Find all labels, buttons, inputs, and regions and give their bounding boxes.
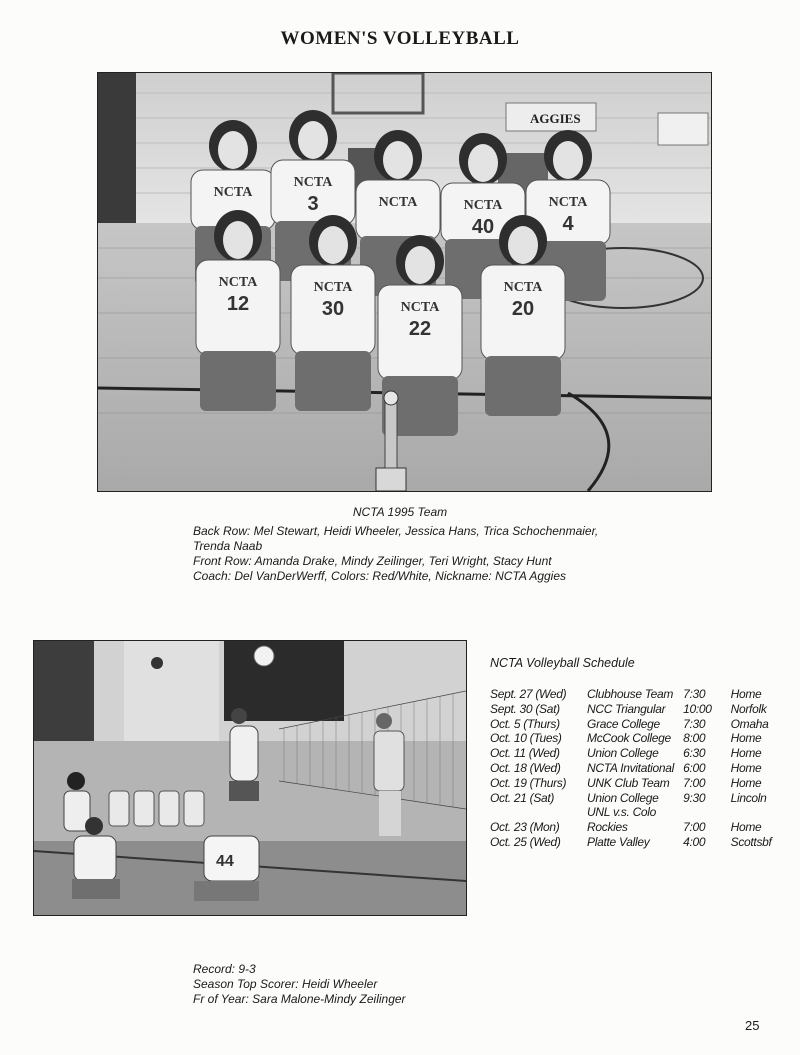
schedule-date: Oct. 23 (Mon) xyxy=(490,820,560,835)
back-row-names: Back Row: Mel Stewart, Heidi Wheeler, Jessica Hans, Trica Schochenmaier, Trenda Naab xyxy=(193,524,599,553)
schedule-location: Scottsbf xyxy=(730,834,772,849)
freshman-of-year: Fr of Year: Sara Malone-Mindy Zeilinger xyxy=(193,992,406,1006)
schedule-row xyxy=(490,746,790,761)
schedule-location: Home xyxy=(730,687,762,701)
schedule-date: Sept. 30 (Sat) xyxy=(490,701,560,716)
schedule-row xyxy=(490,805,790,820)
schedule-row xyxy=(490,820,790,835)
page-title: WOMEN'S VOLLEYBALL xyxy=(280,28,520,49)
jersey-number: 3 xyxy=(307,193,319,215)
schedule-date: Oct. 11 (Wed) xyxy=(490,746,560,761)
schedule-opponent: Union College xyxy=(587,790,659,805)
season-record: Record: 9-3 xyxy=(193,962,256,976)
jersey-ncta-text: NCTA xyxy=(378,195,418,210)
schedule-time: 4:00 xyxy=(683,834,706,849)
schedule-location: Lincoln xyxy=(730,790,767,805)
schedule-opponent: NCC Triangular xyxy=(587,701,666,716)
schedule-date: Oct. 21 (Sat) xyxy=(490,790,555,805)
schedule-time: 6:30 xyxy=(683,746,706,761)
schedule-date: Oct. 10 (Tues) xyxy=(490,731,562,746)
schedule-table xyxy=(490,687,790,850)
page-number: 25 xyxy=(745,1018,760,1033)
schedule-opponent: Grace College xyxy=(587,716,660,731)
schedule-time: 7:00 xyxy=(683,820,706,835)
schedule-date: Sept. 27 (Wed) xyxy=(490,687,567,701)
jersey-ncta-text: NCTA xyxy=(293,175,333,190)
action-photo xyxy=(33,640,467,916)
schedule-time: 7:30 xyxy=(683,716,706,731)
schedule-row xyxy=(490,687,790,702)
schedule-time: 6:00 xyxy=(683,760,706,775)
volleyball-schedule xyxy=(490,656,790,850)
jersey-number: 44 xyxy=(216,853,234,870)
schedule-date: Oct. 5 (Thurs) xyxy=(490,716,560,731)
jersey-ncta-text: NCTA xyxy=(503,280,543,295)
schedule-row xyxy=(490,731,790,746)
schedule-opponent: Clubhouse Team xyxy=(587,687,674,701)
schedule-location: Home xyxy=(730,746,762,761)
schedule-date: Oct. 25 (Wed) xyxy=(490,834,561,849)
jersey-ncta-text: NCTA xyxy=(463,198,503,213)
schedule-location xyxy=(731,805,790,820)
jersey-ncta-text: NCTA xyxy=(313,280,353,295)
schedule-opponent: Union College xyxy=(587,746,659,761)
schedule-row xyxy=(490,702,790,717)
schedule-time xyxy=(683,805,731,820)
jersey-ncta-text: NCTA xyxy=(548,195,588,210)
jersey-ncta-text: NCTA xyxy=(218,275,258,290)
team-photo xyxy=(97,72,712,492)
schedule-date: Oct. 18 (Wed) xyxy=(490,760,561,775)
schedule-time: 7:00 xyxy=(683,775,706,790)
jersey-number: 30 xyxy=(321,298,345,320)
schedule-opponent: NCTA Invitational xyxy=(587,760,674,775)
schedule-title: NCTA Volleyball Schedule xyxy=(490,656,635,670)
schedule-location: Omaha xyxy=(730,716,769,731)
season-top-scorer: Season Top Scorer: Heidi Wheeler xyxy=(193,977,378,991)
schedule-location: Home xyxy=(730,820,762,835)
jersey-number: 4 xyxy=(562,213,574,235)
jersey-number: 40 xyxy=(471,216,495,238)
schedule-time: 7:30 xyxy=(683,687,706,701)
team-caption-title: NCTA 1995 Team xyxy=(352,505,448,519)
schedule-location: Home xyxy=(730,775,762,790)
jersey-number: 22 xyxy=(408,318,432,340)
schedule-opponent: Rockies xyxy=(587,820,628,835)
jersey-number: 12 xyxy=(226,293,250,315)
schedule-row xyxy=(490,791,790,806)
schedule-date: Oct. 19 (Thurs) xyxy=(490,775,567,790)
team-caption xyxy=(193,524,633,584)
jersey-number: 20 xyxy=(511,298,535,320)
schedule-location: Norfolk xyxy=(730,701,767,716)
schedule-row xyxy=(490,761,790,776)
schedule-location: Home xyxy=(730,760,762,775)
schedule-row xyxy=(490,717,790,732)
jersey-ncta-text: NCTA xyxy=(400,300,440,315)
schedule-date xyxy=(490,805,587,820)
schedule-time: 10:00 xyxy=(683,701,712,716)
schedule-opponent: McCook College xyxy=(587,731,671,746)
schedule-opponent: UNK Club Team xyxy=(587,775,670,790)
schedule-opponent: UNL v.s. Colo xyxy=(587,805,657,820)
schedule-time: 9:30 xyxy=(683,790,706,805)
season-summary xyxy=(193,962,406,1007)
gym-banner-text: AGGIES xyxy=(530,111,581,126)
schedule-opponent: Platte Valley xyxy=(587,834,650,849)
jersey-ncta-text: NCTA xyxy=(213,185,253,200)
schedule-row xyxy=(490,835,790,850)
schedule-location: Home xyxy=(730,731,762,746)
front-row-names: Front Row: Amanda Drake, Mindy Zeilinger, Teri Wright, Stacy Hunt xyxy=(193,554,552,568)
coach-info: Coach: Del VanDerWerff, Colors: Red/White, Nickname: NCTA Aggies xyxy=(193,569,567,583)
schedule-row xyxy=(490,776,790,791)
schedule-time: 8:00 xyxy=(683,731,706,746)
